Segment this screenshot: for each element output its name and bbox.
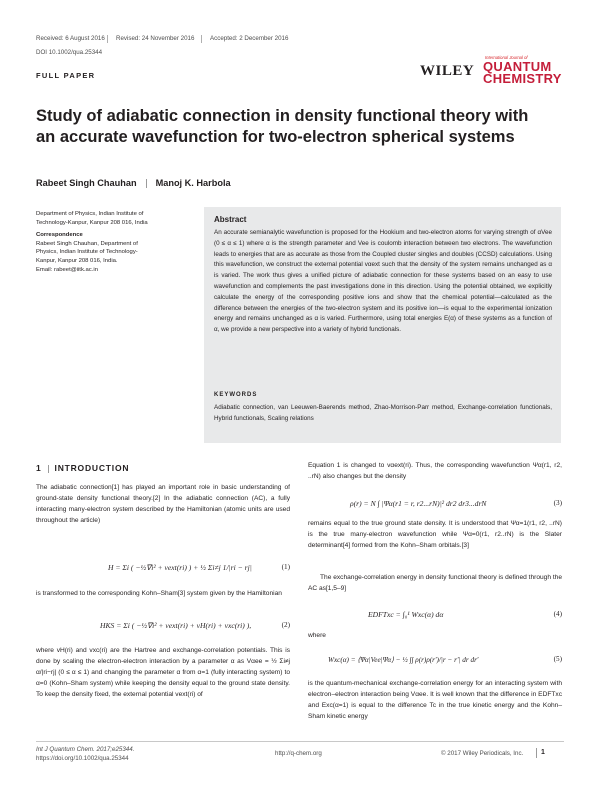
article-title: Study of adiabatic connection in density functional theory with an accurate wavefunction for two-electron spherical systems <box>36 107 529 146</box>
header-divider <box>107 35 108 43</box>
received-date: Received: 6 August 2016 <box>36 35 105 42</box>
abstract-box <box>204 207 561 443</box>
affiliation-block: Department of Physics, Indian Institute of Technology-Kanpur, Kanpur 208 016, India Correspondence Rabeet Singh Chauhan, Department of Physics, Indian Institute of Technology- Kanpur, Kanpur 208 016, India. Email: rabeet@iitk.ac.in <box>36 210 206 274</box>
email: Email: rabeet@iitk.ac.in <box>36 266 98 273</box>
footer-doi-link[interactable]: https://doi.org/10.1002/qua.25344 <box>36 755 129 762</box>
accepted-date: Accepted: 2 December 2016 <box>210 35 289 42</box>
abstract-heading: Abstract <box>214 215 247 224</box>
paragraph: is transformed to the corresponding Kohn–Sham[3] system given by the Hamiltonian <box>36 590 282 597</box>
author-list <box>36 178 231 188</box>
equation-4: EDFTxc = ∫₀¹ Wxc(α) dα (4) <box>368 610 562 619</box>
section-heading: 1 INTRODUCTION <box>36 463 130 473</box>
revised-date: Revised: 24 November 2016 <box>116 35 195 42</box>
paragraph: where <box>308 632 326 639</box>
keywords-heading: KEYWORDS <box>214 392 258 398</box>
article-type: FULL PAPER <box>36 71 96 80</box>
header-divider <box>201 35 202 43</box>
keywords-text: Adiabatic connection, van Leeuwen-Baerends method, Zhao-Morrison-Parr method, Exchange-correlation functionals, Hybrid functionals, Scaling relations <box>214 404 552 422</box>
paragraph: where vH(ri) and vxc(ri) are the Hartree and exchange-correlation potentials. This is done by scaling the electron-electron interaction by a parameter α as Vαee = ½ Σi≠j α/|ri−rj| (0 ≤ α ≤ 1) and changing the parameter α from α=1 (fully interacting system) to α=0 (Kohn–Sham system) while keeping the density equal to the ground state density. To keep the density fixed, the external potential vext(ri) of <box>36 647 290 698</box>
footer-rule <box>36 741 564 742</box>
wiley-logo: WILEY <box>420 63 475 79</box>
equation-1: H = Σi ( −½∇i² + vext(ri) ) + ½ Σi≠j 1/|ri − rj| (1) <box>108 563 290 572</box>
author-name: Manoj K. Harbola <box>155 178 231 188</box>
paragraph: The exchange-correlation energy in density functional theory is defined through the AC as[1,5–9] <box>308 574 562 592</box>
footer-citation: Int J Quantum Chem. 2017;e25344. <box>36 746 135 753</box>
abstract-text: An accurate semianalytic wavefunction is proposed for the Hookium and two-electron atoms for varying strength of αVee (0 ≤ α ≤ 1) where α is the strength parameter and Vee is coulomb interaction between two electrons. The wavefunction leads to energies that are as accurate as those from the Coupled cluster singles and doubles (CCSD) calculations. Using this wavefunction, we construct the external potential vαext such that the density of the system remains unchanged as α is varied. The work thus gives a unified picture of adiabatic connection for these systems based on an easy to use wavefunction and complements the past investigations done in this direction. Using the potential obtained, we explicitly calculate the energy of the corresponding positive ions and show that the chemical potential—calculated as the difference between the energies of the two-electron system and its positive ion—is equal to the experimental ionization energy and remains unchanged as α is varied. Furthermore, using total energies E(α) of these systems as a function of α, we provide a new perspective into a variety of hybrid functionals. <box>214 229 552 334</box>
journal-logo: International Journal of QUANTUM CHEMISTRY <box>483 55 562 86</box>
paragraph: Equation 1 is changed to vαext(ri). Thus, the corresponding wavefunction Ψα(r1, r2, ..rN) also changes but the density <box>308 462 562 480</box>
left-column <box>36 483 290 527</box>
paragraph: remains equal to the true ground state density. It is understood that Ψα=1(r1, r2, ..rN) is the true many-electron wavefunction while Ψα=0(r1, r2..rN) is the Slater determinant[4] formed from the Kohn–Sham orbitals.[3] <box>308 520 562 549</box>
page-number: 1 <box>541 749 545 756</box>
paragraph: The adiabatic connection[1] has played an important role in basic understanding of ground-state density functional theory.[2] In the adiabatic connection (AC), a fully interacting many-electron system described by the Hamiltonian (atomic units are used throughout the article) <box>36 484 290 524</box>
author-name: Rabeet Singh Chauhan <box>36 178 137 188</box>
correspondence-label: Correspondence <box>36 232 83 239</box>
equation-5: Wxc(α) = ⟨Ψα|Vee|Ψα⟩ − ½ ∫∫ ρ(r)ρ(r′)/|r − r′| dr dr′ (5) <box>328 655 562 664</box>
journal-url[interactable]: http://q-chem.org <box>275 750 322 757</box>
footer-divider <box>536 748 537 758</box>
paragraph: is the quantum-mechanical exchange-correlation energy for an interacting system with electron–electron interaction being Vαee. It is well known that the difference in EDFTxc and Exc(α=1) is equal to the difference Tc in the true kinetic energy and the Kohn–Sham kinetic energy <box>308 680 562 720</box>
equation-2: HKS = Σi ( −½∇i² + vext(ri) + vH(ri) + vxc(ri) ), (2) <box>100 621 290 630</box>
copyright: © 2017 Wiley Periodicals, Inc. <box>441 750 524 757</box>
doi: DOI 10.1002/qua.25344 <box>36 49 103 56</box>
equation-3: ρ(r) = N ∫ |Ψα(r1 = r, r2...rN)|² dr2 dr3...drN (3) <box>350 499 562 508</box>
